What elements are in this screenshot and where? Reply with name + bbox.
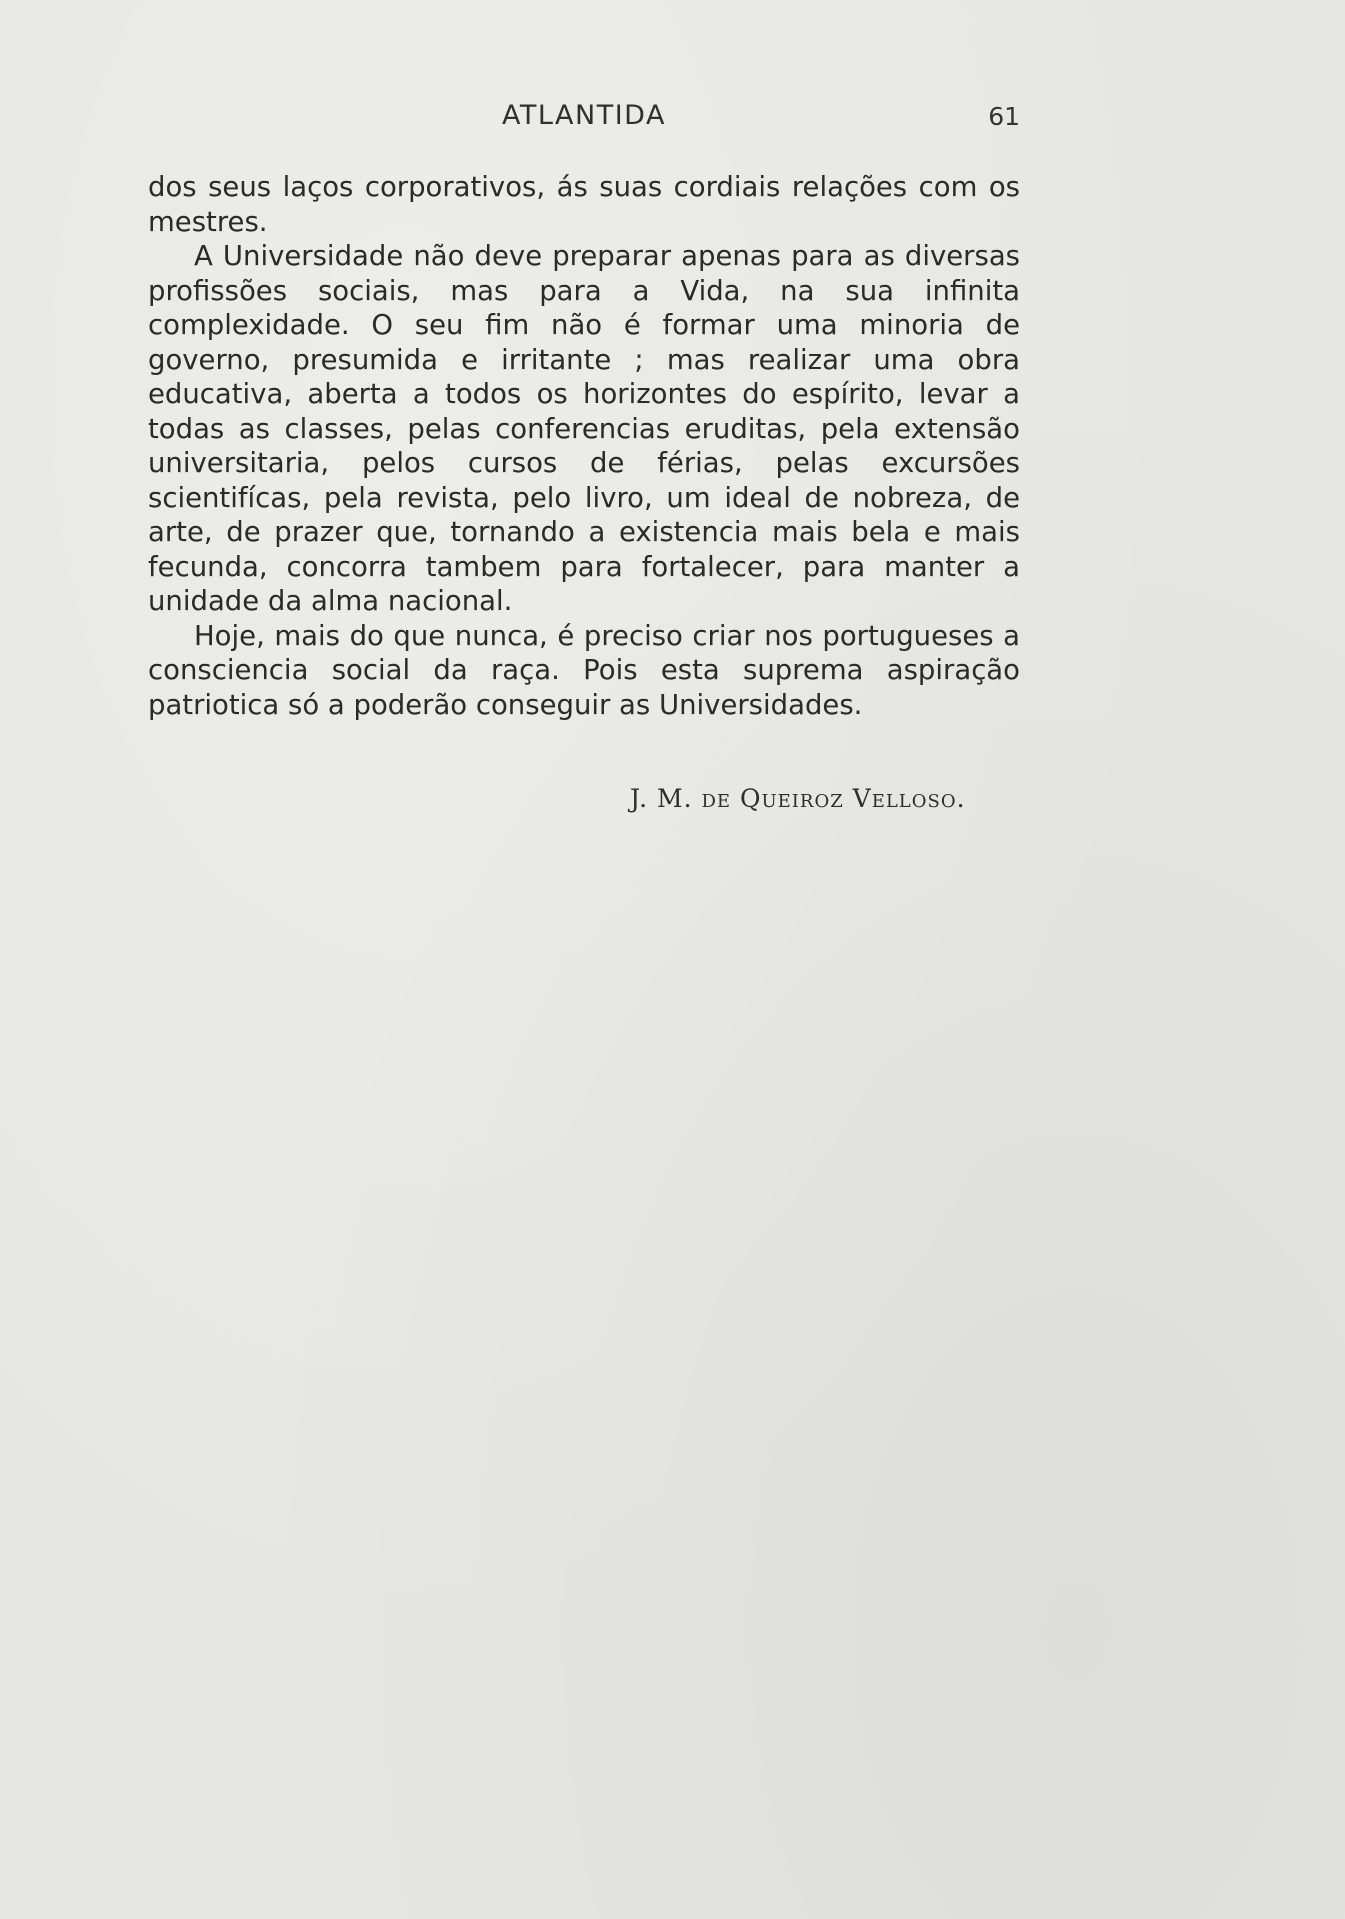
article-body	[148, 170, 1020, 722]
running-header	[148, 100, 1020, 140]
journal-title: ATLANTIDA	[502, 100, 666, 131]
author-signature: J. M. de Queiroz Velloso.	[630, 784, 966, 813]
paragraph-1: dos seus laços corporativos, ás suas cordiais relações com os mestres.	[148, 171, 1020, 238]
paragraph-2: A Universidade não deve preparar apenas para as diversas profissões sociais, mas para a Vida, na sua infinita complexidade. O seu fim não é formar uma minoria de governo, presumida e irritante ; mas realizar uma obra educativa, aberta a todos os horizontes do espírito, levar a todas as classes, pelas conferencias eruditas, pela extensão universitaria, pelos cursos de férias, pelas excursões scientifícas, pela revista, pelo livro, um ideal de nobreza, de arte, de prazer que, tornando a existencia mais bela e mais fecunda, concorra tambem para fortalecer, para manter a unidade da alma nacional.	[148, 240, 1020, 617]
paragraph-3: Hoje, mais do que nunca, é preciso criar nos portugueses a consciencia social da raça. Pois esta suprema aspiração patriotica só a poderão conseguir as Universidades.	[148, 619, 1020, 721]
page-number: 61	[988, 102, 1020, 131]
